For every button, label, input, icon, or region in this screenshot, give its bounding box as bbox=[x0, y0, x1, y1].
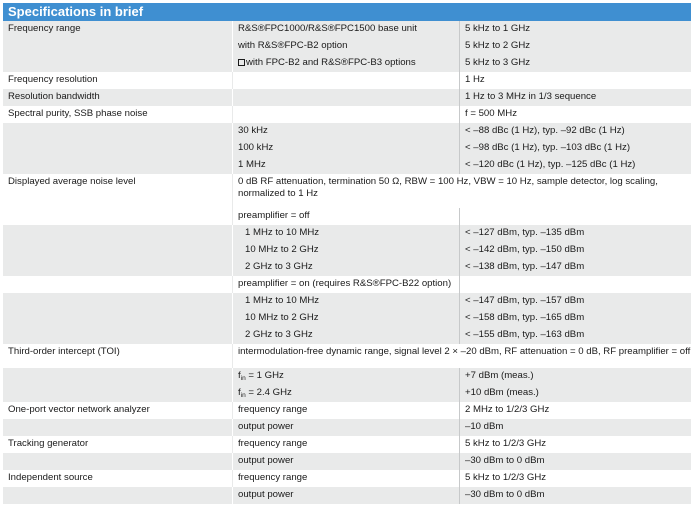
condition-symbol: f bbox=[238, 370, 241, 381]
row-value: f = 500 MHz bbox=[460, 106, 691, 123]
table-row bbox=[3, 123, 691, 140]
table-row bbox=[3, 140, 691, 157]
table-row bbox=[3, 72, 691, 89]
row-condition: frequency range bbox=[233, 436, 460, 453]
table-row bbox=[3, 38, 691, 55]
row-value: –30 dBm to 0 dBm bbox=[460, 453, 691, 470]
table-row bbox=[3, 208, 691, 225]
row-label: Third-order intercept (TOI) bbox=[3, 344, 233, 368]
row-condition: 30 kHz bbox=[233, 123, 460, 140]
table-row bbox=[3, 89, 691, 106]
table-row bbox=[3, 21, 691, 38]
row-label bbox=[3, 453, 233, 470]
row-value: –10 dBm bbox=[460, 419, 691, 436]
row-condition: 100 kHz bbox=[233, 140, 460, 157]
row-value: < –120 dBc (1 Hz), typ. –125 dBc (1 Hz) bbox=[460, 157, 691, 174]
row-condition: 1 MHz bbox=[233, 157, 460, 174]
table-row bbox=[3, 368, 691, 385]
row-label: Frequency resolution bbox=[3, 72, 233, 89]
row-value: 2 MHz to 1/2/3 GHz bbox=[460, 402, 691, 419]
table-row bbox=[3, 276, 691, 293]
row-label: Frequency range bbox=[3, 21, 233, 38]
row-condition: preamplifier = off bbox=[233, 208, 460, 225]
row-condition: output power bbox=[233, 487, 460, 504]
row-condition bbox=[233, 368, 460, 385]
row-condition bbox=[233, 89, 460, 106]
table-row bbox=[3, 106, 691, 123]
row-label bbox=[3, 385, 233, 402]
row-value: < –155 dBm, typ. –163 dBm bbox=[460, 327, 691, 344]
row-label bbox=[3, 225, 233, 242]
row-value: 5 kHz to 3 GHz bbox=[460, 55, 691, 72]
row-value bbox=[460, 276, 691, 293]
row-label bbox=[3, 157, 233, 174]
condition-subscript: in bbox=[240, 375, 246, 382]
row-label: Displayed average noise level bbox=[3, 174, 233, 208]
row-value: < –98 dBc (1 Hz), typ. –103 dBc (1 Hz) bbox=[460, 140, 691, 157]
table-row bbox=[3, 344, 691, 368]
row-condition bbox=[233, 55, 460, 72]
row-label bbox=[3, 419, 233, 436]
row-value bbox=[460, 208, 691, 225]
row-label: Spectral purity, SSB phase noise bbox=[3, 106, 233, 123]
table-row bbox=[3, 402, 691, 419]
row-label bbox=[3, 208, 233, 225]
row-condition: preamplifier = on (requires R&S®FPC-B22 option) bbox=[233, 276, 460, 293]
row-label: Resolution bandwidth bbox=[3, 89, 233, 106]
row-label bbox=[3, 368, 233, 385]
table-row bbox=[3, 436, 691, 453]
row-value: 1 Hz bbox=[460, 72, 691, 89]
row-condition: 1 MHz to 10 MHz bbox=[233, 293, 460, 310]
table-row bbox=[3, 174, 691, 208]
row-label bbox=[3, 327, 233, 344]
row-value: < –142 dBm, typ. –150 dBm bbox=[460, 242, 691, 259]
row-condition bbox=[233, 385, 460, 402]
row-value: 5 kHz to 1/2/3 GHz bbox=[460, 470, 691, 487]
row-condition: frequency range bbox=[233, 402, 460, 419]
row-condition: 2 GHz to 3 GHz bbox=[233, 259, 460, 276]
row-condition: output power bbox=[233, 419, 460, 436]
row-value: 5 kHz to 1/2/3 GHz bbox=[460, 436, 691, 453]
row-condition: 1 MHz to 10 MHz bbox=[233, 225, 460, 242]
condition-subscript: in bbox=[240, 392, 246, 399]
row-label bbox=[3, 123, 233, 140]
row-value: < –147 dBm, typ. –157 dBm bbox=[460, 293, 691, 310]
table-row bbox=[3, 470, 691, 487]
row-label bbox=[3, 140, 233, 157]
table-row bbox=[3, 293, 691, 310]
table-row bbox=[3, 385, 691, 402]
row-condition: 0 dB RF attenuation, termination 50 Ω, RBW = 100 Hz, VBW = 10 Hz, sample detector, log scaling, normalized to 1 Hz bbox=[233, 174, 691, 208]
checkbox-glyph-icon bbox=[238, 59, 245, 66]
row-value: +7 dBm (meas.) bbox=[460, 368, 691, 385]
row-label bbox=[3, 293, 233, 310]
row-value: < –138 dBm, typ. –147 dBm bbox=[460, 259, 691, 276]
table-row bbox=[3, 453, 691, 470]
row-value: +10 dBm (meas.) bbox=[460, 385, 691, 402]
row-label bbox=[3, 487, 233, 504]
row-condition: with R&S®FPC-B2 option bbox=[233, 38, 460, 55]
row-condition: intermodulation-free dynamic range, signal level 2 × –20 dBm, RF attenuation = 0 dB, RF preamplifier = off bbox=[233, 344, 691, 368]
row-value: 5 kHz to 2 GHz bbox=[460, 38, 691, 55]
row-condition: R&S®FPC1000/R&S®FPC1500 base unit bbox=[233, 21, 460, 38]
row-label bbox=[3, 259, 233, 276]
table-row bbox=[3, 157, 691, 174]
specifications-table bbox=[3, 3, 691, 504]
row-condition: 2 GHz to 3 GHz bbox=[233, 327, 460, 344]
table-row bbox=[3, 225, 691, 242]
row-condition bbox=[233, 72, 460, 89]
table-row bbox=[3, 487, 691, 504]
row-label bbox=[3, 55, 233, 72]
table-row bbox=[3, 310, 691, 327]
row-label bbox=[3, 242, 233, 259]
row-value: < –88 dBc (1 Hz), typ. –92 dBc (1 Hz) bbox=[460, 123, 691, 140]
condition-text: = 1 GHz bbox=[245, 370, 284, 381]
row-value: < –158 dBm, typ. –165 dBm bbox=[460, 310, 691, 327]
row-value: 1 Hz to 3 MHz in 1/3 sequence bbox=[460, 89, 691, 106]
row-value: –30 dBm to 0 dBm bbox=[460, 487, 691, 504]
condition-symbol: f bbox=[238, 387, 241, 398]
table-row bbox=[3, 55, 691, 72]
row-label bbox=[3, 38, 233, 55]
row-label: Independent source bbox=[3, 470, 233, 487]
row-condition: 10 MHz to 2 GHz bbox=[233, 242, 460, 259]
row-value: 5 kHz to 1 GHz bbox=[460, 21, 691, 38]
row-label: Tracking generator bbox=[3, 436, 233, 453]
table-row bbox=[3, 327, 691, 344]
table-row bbox=[3, 259, 691, 276]
condition-text: = 2.4 GHz bbox=[245, 387, 292, 398]
table-row bbox=[3, 242, 691, 259]
table-title: Specifications in brief bbox=[3, 3, 691, 21]
row-value: < –127 dBm, typ. –135 dBm bbox=[460, 225, 691, 242]
row-label bbox=[3, 276, 233, 293]
row-condition: output power bbox=[233, 453, 460, 470]
row-condition bbox=[233, 106, 460, 123]
row-label bbox=[3, 310, 233, 327]
table-row bbox=[3, 419, 691, 436]
row-condition-text: with FPC-B2 and R&S®FPC-B3 options bbox=[246, 57, 416, 68]
row-condition: frequency range bbox=[233, 470, 460, 487]
row-condition: 10 MHz to 2 GHz bbox=[233, 310, 460, 327]
row-label: One-port vector network analyzer bbox=[3, 402, 233, 419]
